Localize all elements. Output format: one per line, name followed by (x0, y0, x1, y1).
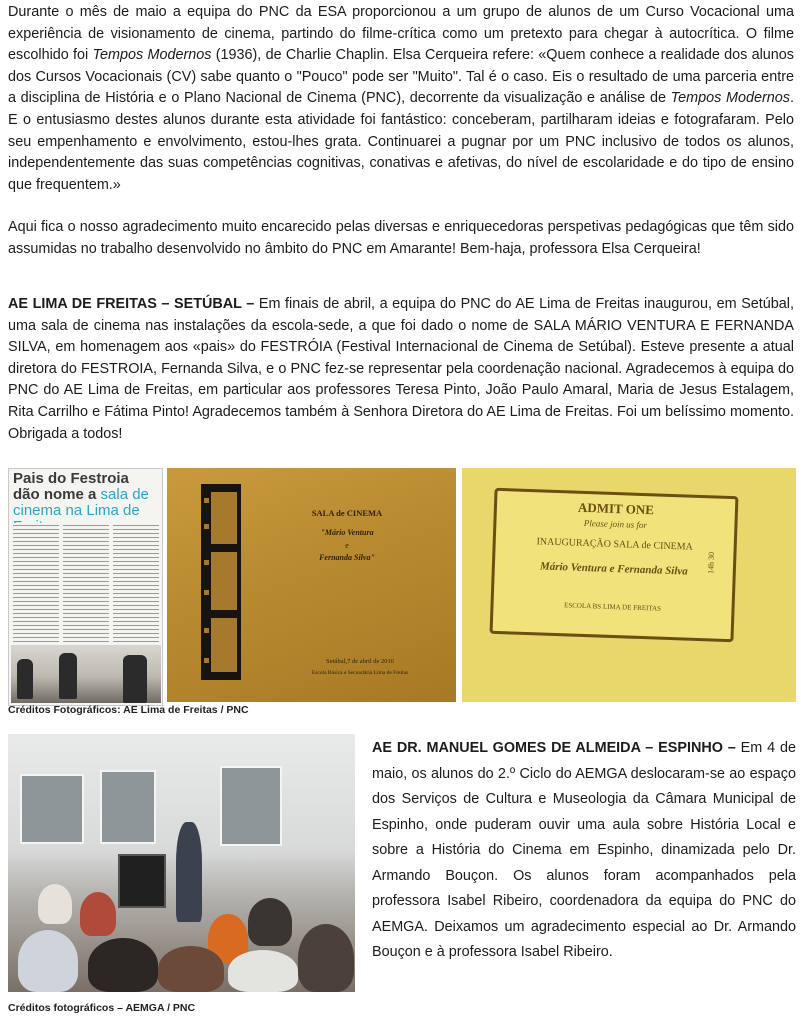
clipping-person-3 (123, 655, 147, 703)
setubal-heading: AE LIMA DE FREITAS – SETÚBAL – (8, 296, 255, 312)
classroom-window (220, 766, 282, 846)
esa-thanks-text: Aqui fica o nosso agradecimento muito encarecido pelas diversas e enriquecedoras perspetivas pedagógicas que têm sido assumidas no trabalho desenvolvido no âmbito do PNC em Amarante! Bem-haja, professora Elsa Cerqueira! (8, 219, 794, 257)
ticket-card (490, 488, 739, 642)
film-title: Tempos Modernos (92, 47, 212, 64)
clipping-headline-b: sala de cinema na Lima de (13, 486, 149, 519)
card-title: SALA de CINEMA (311, 508, 383, 518)
card-school: Escola Básica e Secundária Lima de Freitas (311, 670, 409, 676)
film-frame (211, 552, 237, 610)
clipping-person-1 (17, 659, 33, 699)
film-title-2: Tempos Modernos (670, 90, 790, 107)
esa-paragraph-thanks (8, 217, 794, 260)
setubal-photo-credit: Créditos Fotográficos: AE Lima de Freitas / PNC (8, 704, 249, 716)
film-frame (211, 492, 237, 544)
cinema-room-card-photo (167, 468, 456, 702)
classroom-window (20, 774, 84, 844)
classroom-screen (118, 854, 166, 908)
student (80, 892, 116, 936)
classroom-window (100, 770, 156, 844)
ticket-join: Please join us for (583, 517, 648, 531)
student (18, 930, 78, 992)
espinho-heading: AE DR. MANUEL GOMES DE ALMEIDA – ESPINHO – (372, 740, 736, 756)
ticket-event: INAUGURAÇÃO SALA de CINEMA (536, 536, 694, 553)
admit-one-ticket-photo (462, 468, 796, 702)
clipping-column-1 (13, 523, 59, 643)
film-strip-graphic (201, 484, 241, 680)
card-date: Setúbal,7 de abril de 2016 (325, 658, 395, 665)
student (248, 898, 292, 946)
student (88, 938, 158, 992)
esa-text-c: . E o entusiasmo destes alunos durante esta atividade foi fantástico: conceberam, partilharam ideias e fotografaram. Pelo seu empenhamento e envolvimento, estou-lhes grata. Continuarei a pugnar por um PNC inclusivo de todos os alunos, independentemente das suas competências cognitivas, conativas e afetivas, do nível de escolaridade e do tipo de ensino que frequentem.» (8, 90, 794, 193)
setubal-paragraph (8, 294, 794, 445)
clipping-headline-a: Pais do Festroia dão nome a (13, 470, 129, 503)
esa-text-b: (1936), de Charlie Chaplin. Elsa Cerqueira refere: «Quem conhece a realidade dos alunos dos Cursos Vocacionais (CV) sabe quanto o "Pouco" pode ser "Muito". Tal é o caso. Eis o resultado de uma parceria entre a disciplina de História e o Plano Nacional de Cinema (PNC), decorrente da visualização e análise de (8, 47, 795, 107)
film-frame (211, 618, 237, 672)
student (38, 884, 72, 924)
espinho-body: Em 4 de maio, os alunos do 2.º Ciclo do AEMGA deslocaram-se ao espaço dos Serviços de Cultura e Museologia da Câmara Municipal de Espinho, onde puderam ouvir uma aula sobre História Local e sobre a História do Cinema em Espinho, dinamizada pelo Dr. Armando Bouçon. Os alunos foram acompanhados pela professora Isabel Ribeiro, coordenadora da equipa do PNC do AEMGA. Deixamos um agradecimento especial ao Dr. Armando Bouçon e à professora Isabel Ribeiro. (372, 740, 796, 960)
clipping-column-2 (63, 523, 109, 643)
espinho-paragraph (372, 736, 796, 966)
film-perforation (204, 498, 209, 503)
film-perforation (204, 590, 209, 595)
clipping-event-photo (11, 645, 161, 703)
film-perforation (204, 560, 209, 565)
film-perforation (204, 628, 209, 633)
film-perforation (204, 524, 209, 529)
esa-paragraph-intro (8, 2, 794, 196)
ticket-admit: ADMIT ONE (577, 499, 655, 518)
card-names-line-3: Fernanda Silva" (319, 553, 375, 562)
student (298, 924, 354, 992)
student (228, 950, 298, 992)
newspaper-clipping-photo (8, 468, 163, 706)
esa-text-a: Durante o mês de maio a equipa do PNC da ESA proporcionou a um grupo de alunos de um Curso Vocacional uma experiência de visionamento de cinema, partindo do filme-crítica como um pretexto para chegar à autocrítica. O filme escolhido foi (8, 4, 794, 64)
lecturer-figure (176, 822, 202, 922)
ticket-names: Mário Ventura e Fernanda Silva (539, 560, 688, 578)
classroom-lecture-photo (8, 734, 355, 992)
card-names-line-2: e (345, 541, 349, 550)
ticket-date-side: 14h 30 (706, 551, 717, 575)
card-names-line-1: "Mário Ventura (320, 528, 374, 537)
film-perforation (204, 658, 209, 663)
student (158, 946, 224, 992)
clipping-column-3 (113, 523, 159, 643)
espinho-photo-credit: Créditos fotográficos – AEMGA / PNC (8, 1002, 196, 1014)
ticket-school: ESCOLA BS LIMA DE FREITAS (563, 601, 662, 613)
setubal-body: Em finais de abril, a equipa do PNC do AE Lima de Freitas inaugurou, em Setúbal, uma sala de cinema nas instalações da escola-sede, a que foi dado o nome de SALA MÁRIO VENTURA E FERNANDA SILVA, em homenagem aos «pais» do FESTRÓIA (Festival Internacional de Cinema de Setúbal). Esteve presente a atual diretora do FESTROIA, Fernanda Silva, e o PNC fez-se representar pela coordenação nacional. Agradecemos à equipa do PNC do AE Lima de Freitas, em particular aos professores Teresa Pinto, João Paulo Amaral, Maria de Jesus Estalagem, Rita Carrilho e Fátima Pinto! Agradecemos também à Senhora Diretora do AE Lima de Freitas. Foi um belíssimo momento. Obrigada a todos! (8, 296, 794, 442)
clipping-person-2 (59, 653, 77, 699)
